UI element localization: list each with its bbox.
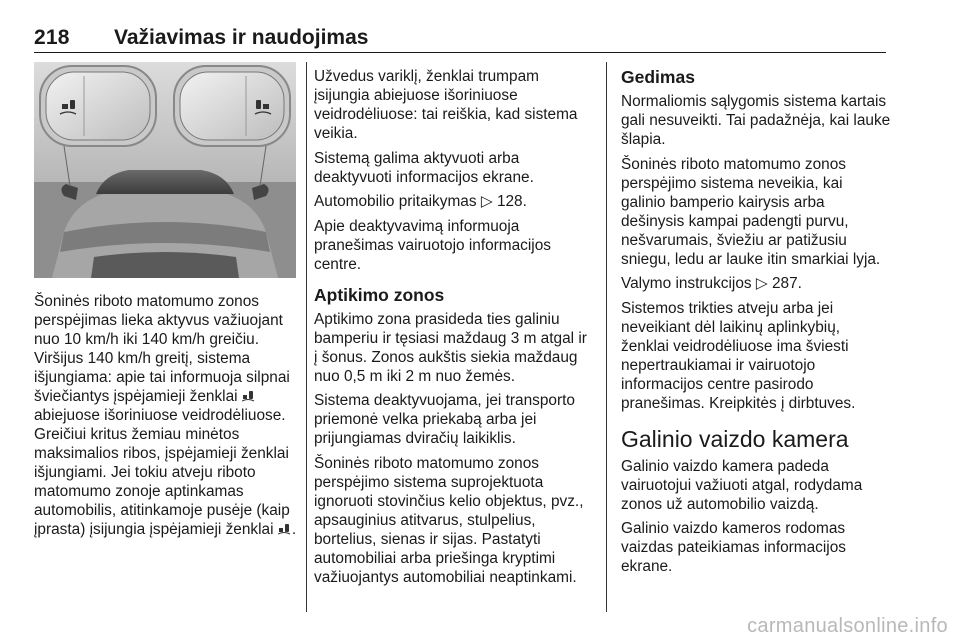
page-number: 218 <box>34 26 70 49</box>
paragraph <box>621 274 891 293</box>
text-segment: Automobilio pritaikymas <box>314 193 477 210</box>
car-rear-mirrors-illustration <box>34 62 296 278</box>
paragraph: Sistemą galima aktyvuoti arba deaktyvuoti informacijos ekrane. <box>314 149 534 186</box>
paragraph: Galinio vaizdo kamera padeda vairuotojui važiuoti atgal, rodydama zonos už automobilio vaizdą. <box>621 457 863 513</box>
paragraph: Apie deaktyvavimą informuoja pranešimas vairuotojo informacijos centre. <box>314 217 551 273</box>
text-segment: . <box>291 521 297 538</box>
triangle-right-icon: ▷ <box>755 275 768 292</box>
section-heading: Gedimas <box>621 67 695 87</box>
column-divider <box>306 62 307 612</box>
blind-spot-warning-icon <box>242 390 256 402</box>
paragraph: Sistema deaktyvuojama, jei transporto priemonė velka priekabą arba jei prijungiamas dviračių laikiklis. <box>314 392 575 447</box>
paragraph <box>314 192 590 211</box>
paragraph: Aptikimo zona prasideda ties galiniu bamperiu ir tęsiasi maždaug 3 m atgal ir į šonus. Zonos aukštis siekia maždaug nuo 0,5 m iki 2 m nuo žemės. <box>314 310 587 385</box>
paragraph: Užvedus variklį, ženklai trumpam įsijungia abiejuose išoriniuose veidrodėliuose: tai reiškia, kad sistema veikia. <box>314 68 578 142</box>
column-divider <box>606 62 607 612</box>
text-segment: Šoninės riboto matomumo zonos perspėjimas lieka aktyvus važiuojant nuo 10 km/h iki 140 km/h greičiu. Viršijus 140 km/h greitį, sistema išjungiama: apie tai informuoja silpnai šviečiantys įspėjamieji ženklai <box>34 293 290 405</box>
column-2 <box>314 67 590 592</box>
section-heading: Aptikimo zonos <box>314 284 445 305</box>
triangle-right-icon: ▷ <box>480 193 493 210</box>
illustration-blind-spot-mirrors <box>34 62 296 278</box>
page-reference-link[interactable]: 287. <box>771 275 802 292</box>
paragraph: Galinio vaizdo kameros rodomas vaizdas pateikiamas informacijos ekrane. <box>621 520 846 575</box>
paragraph: Sistemos trikties atveju arba jei neveikiant dėl laikinų aplinkybių, ženklai veidrodėliuose ima šviesti nepertraukiamai ir vairuotojo informacijos centre pasirodo pranešimas. Kreipkitės į dirbtuves. <box>621 299 856 412</box>
paragraph: Šoninės riboto matomumo zonos perspėjimo sistema neveikia, kai galinio bamperio kairysis arba dešinysis kampai padengti purvu, nešvarumais, šviežiu ar patižusiu sniegu, ledu ar lauke itin smarkiai lyja. <box>621 155 881 268</box>
blind-spot-warning-icon <box>278 523 292 535</box>
column-1 <box>34 62 304 545</box>
page-reference-link[interactable]: 128. <box>496 193 527 210</box>
page-header <box>34 26 886 53</box>
paragraph: Šoninės riboto matomumo zonos perspėjimo sistema suprojektuota ignoruoti stovinčius kelio objektus, pvz., apsauginius atitvarus, stulpelius, bortelius, sienas ir sijas. Pastatyti automobiliai arba priešinga kryptimi važiuojantys automobiliai neaptinkami. <box>314 454 584 586</box>
chapter-heading: Galinio vaizdo kamera <box>621 425 849 452</box>
text-segment: abiejuose išoriniuose veidrodėliuose. Greičiui kritus žemiau minėtos maksimalios ribos, įspėjamieji ženklai išjungiami. Jei tokiu atveju riboto matomumo zonoje aptinkamas automobilis, atitinkamoje pusėje (kaip įprasta) įsijungia įspėjamieji ženklai <box>34 407 290 538</box>
page-title: Važiavimas ir naudojimas <box>114 26 369 49</box>
paragraph <box>34 292 304 539</box>
paragraph: Normaliomis sąlygomis sistema kartais gali nesuveikti. Tai padažnėja, kai lauke šlapia. <box>621 93 891 148</box>
watermark: carmanualsonline.info <box>747 615 948 637</box>
column-3 <box>621 62 891 582</box>
text-segment: Valymo instrukcijos <box>621 275 752 292</box>
